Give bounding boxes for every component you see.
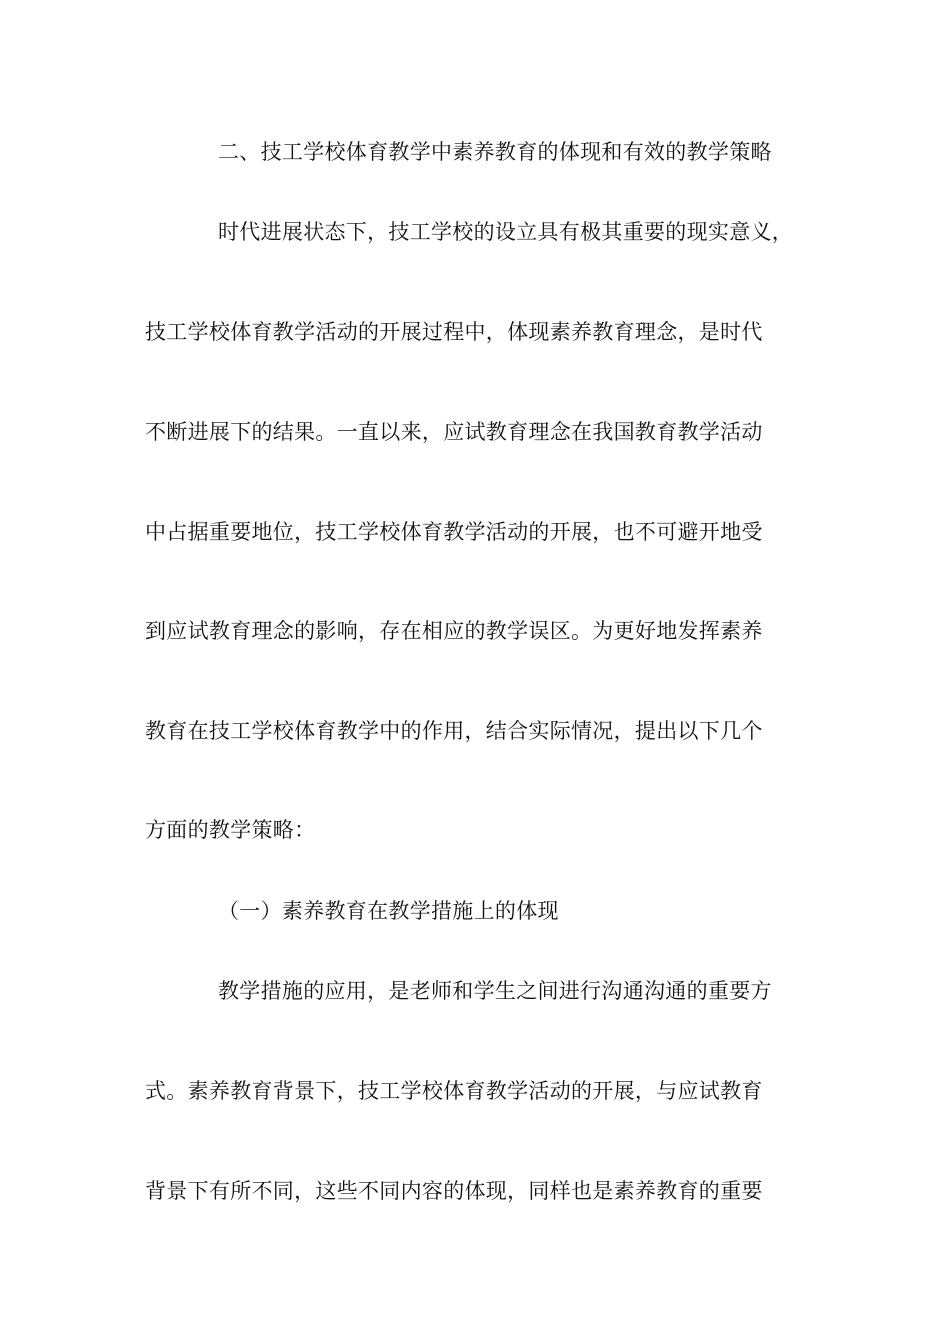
paragraph-line: 到应试教育理念的影响，存在相应的教学误区。为更好地发挥素养 [145,619,763,643]
paragraph-line: 方面的教学策略： [145,818,316,842]
section-heading: 二、技工学校体育教学中素养教育的体现和有效的教学策略 [218,140,772,164]
paragraph-line: 时代进展状态下，技工学校的设立具有极其重要的现实意义， [218,220,794,244]
paragraph-line: 背景下有所不同，这些不同内容的体现，同样也是素养教育的重要 [145,1179,763,1203]
paragraph-line: 式。素养教育背景下，技工学校体育教学活动的开展，与应试教育 [145,1079,763,1103]
paragraph-line: 不断进展下的结果。一直以来，应试教育理念在我国教育教学活动 [145,420,763,444]
subsection-heading: （一）素养教育在教学措施上的体现 [218,899,559,923]
paragraph-line: 教育在技工学校体育教学中的作用，结合实际情况，提出以下几个 [145,719,763,743]
paragraph-line: 技工学校体育教学活动的开展过程中，体现素养教育理念，是时代 [145,320,763,344]
paragraph-line: 教学措施的应用，是老师和学生之间进行沟通沟通的重要方 [218,979,772,1003]
paragraph-line: 中占据重要地位，技工学校体育教学活动的开展，也不可避开地受 [145,520,763,544]
